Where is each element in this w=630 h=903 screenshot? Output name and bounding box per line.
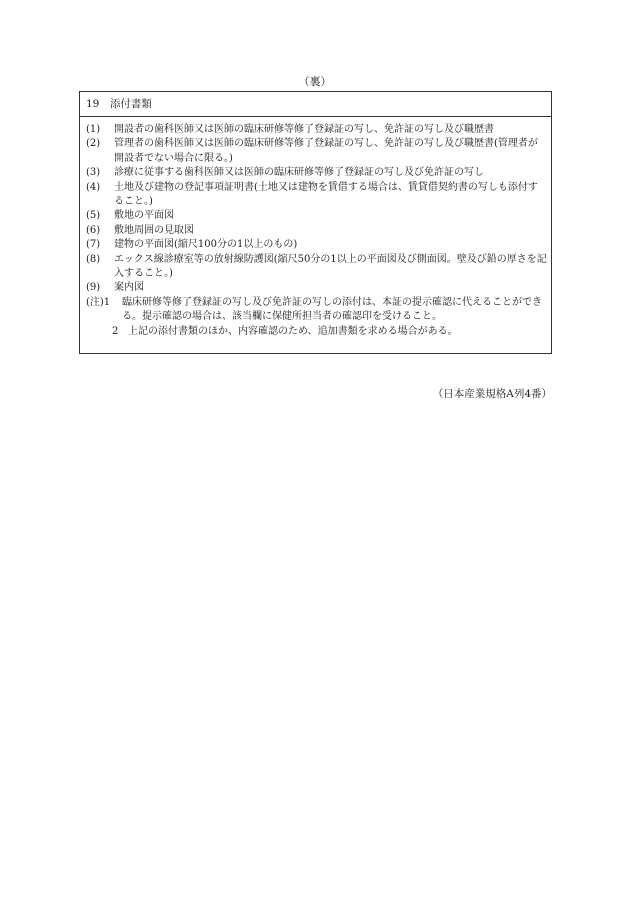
item-number: (3) — [86, 167, 101, 179]
item-number: (1) — [86, 124, 101, 135]
item-text: 敷地の平面図 — [114, 210, 174, 222]
item-text: 開設者の歯科医師又は医師の臨床研修等修了登録証の写し、免許証の写し及び職歴書 — [114, 124, 494, 135]
note-text: 臨床研修等修了登録証の写し及び免許証の写しの添付は、本証の提示確認に代えることができる。提示確認の場合は、該当欄に保健所担当者の確認印を受けること。 — [122, 296, 542, 323]
list-item — [86, 253, 547, 282]
item-number: (7) — [86, 239, 101, 251]
note-number: 2 — [112, 325, 119, 337]
list-item — [86, 123, 547, 137]
note-text: 上記の添付書類のほか、内容確認のため、追加書類を求める場合がある。 — [128, 325, 458, 337]
item-text: 管理者の歯科医師又は医師の臨床研修等修了登録証の写し、免許証の写し及び職歴書(管理者が開設者でない場合に限る。) — [114, 138, 538, 164]
item-number: (2) — [86, 138, 101, 150]
list-item — [86, 281, 547, 295]
jis-standard-label: （日本産業規格A列4番） — [432, 388, 552, 400]
attachment-list — [80, 117, 551, 339]
item-number: (4) — [86, 181, 101, 193]
list-item — [86, 181, 547, 210]
item-text: 診療に従事する歯科医師又は医師の臨床研修等修了登録証の写し及び免許証の写し — [114, 167, 484, 179]
note-item — [86, 296, 547, 325]
item-number: (9) — [86, 282, 101, 294]
item-text: 土地及び建物の登記事項証明書(土地又は建物を賃借する場合は、賃貸借契約書の写しも添付すること。) — [114, 181, 538, 208]
item-number: (6) — [86, 224, 101, 236]
item-text: 案内図 — [114, 282, 144, 294]
attachments-form-box — [79, 91, 552, 354]
item-text: 敷地周囲の見取図 — [114, 224, 194, 236]
list-item — [86, 166, 547, 180]
note-number: (注)1 — [86, 296, 111, 308]
section-title: 19 添付書類 — [80, 92, 551, 117]
list-item — [86, 137, 547, 166]
item-number: (8) — [86, 253, 101, 265]
note-item — [86, 325, 547, 339]
list-item — [86, 238, 547, 252]
list-item — [86, 224, 547, 238]
item-text: 建物の平面図(縮尺100分の1以上のもの) — [114, 239, 298, 251]
item-text: エックス線診療室等の放射線防護図(縮尺50分の1以上の平面図及び側面図。壁及び鉛の厚さを記入すること。) — [114, 253, 547, 280]
list-item — [86, 209, 547, 223]
page-label-reverse: （裏） — [298, 75, 332, 88]
item-number: (5) — [86, 210, 101, 222]
